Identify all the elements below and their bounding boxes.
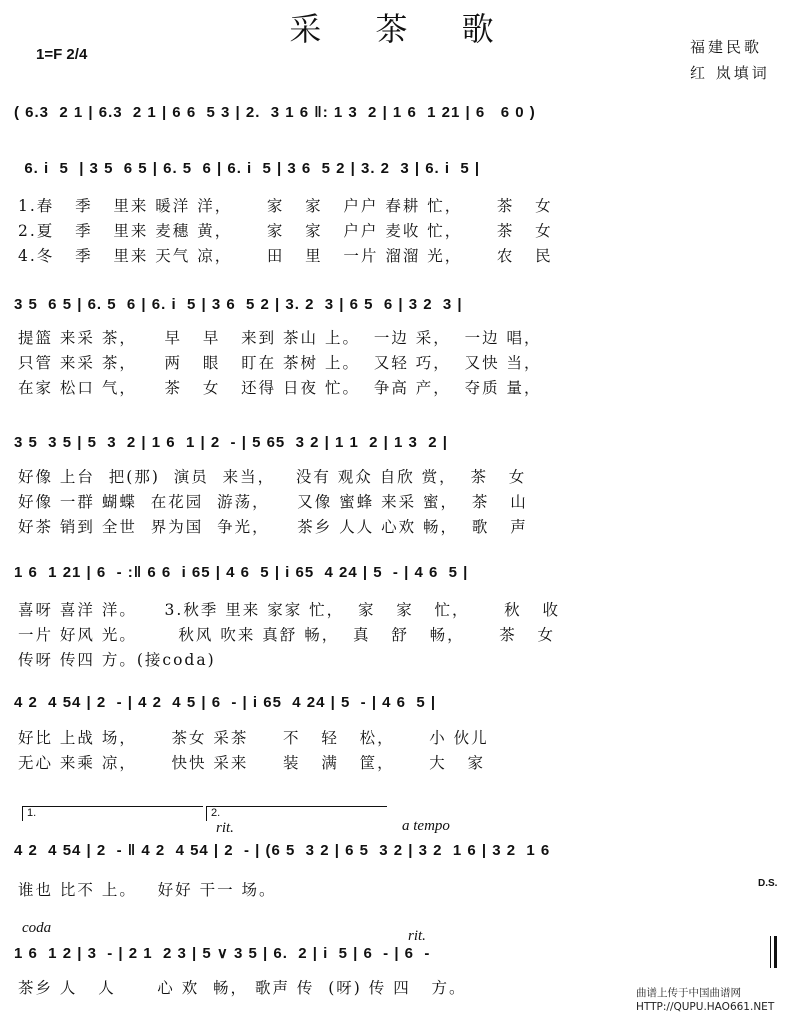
- notes-system-6: 4 2 4 54 | 2 - | 4 2 4 5 | 6 - | i 65 4 24 | 5 - | 4 6 5 |: [14, 694, 437, 711]
- song-title: 采 茶 歌: [289, 10, 516, 48]
- notes-system-5: 1 6 1 21 | 6 - :‖ 6 6 i 65 | 4 6 5 | i 65 4 24 | 5 - | 4 6 5 |: [14, 564, 469, 581]
- ritardando-mark: rit.: [408, 928, 426, 944]
- lyrics-verse-line: 好茶 销到 全世 界为国 争光， 茶乡 人人 心欢 畅， 歌 声: [18, 518, 528, 536]
- notes-system-8: 1 6 1 2 | 3 - | 2 1 2 3 | 5 ∨ 3 5 | 6. 2 | i 5 | 6 - | 6 -: [14, 945, 431, 962]
- first-ending-label: 1.: [27, 807, 37, 819]
- watermark-url: HTTP://QUPU.HAO661.NET: [636, 1001, 775, 1013]
- lyrics-verse-line: 一片 好风 光。 秋风 吹来 真舒 畅， 真 舒 畅， 茶 女: [18, 626, 556, 644]
- key-signature: 1=F 2/4: [36, 46, 88, 63]
- lyrics-verse-line: 谁也 比不 上。 好好 干一 场。: [18, 881, 277, 899]
- watermark-line: 曲谱上传于中国曲谱网: [636, 987, 741, 999]
- notes-system-2: 6. i 5 | 3 5 6 5 | 6. 5 6 | 6. i 5 | 3 6 5 2 | 3. 2 3 | 6. i 5 |: [14, 160, 481, 177]
- lyrics-verse-line: 提篮 来采 茶， 早 早 来到 茶山 上。 一边 采， 一边 唱，: [18, 329, 542, 347]
- lyrics-verse-line: 在家 松口 气， 茶 女 还得 日夜 忙。 争高 产， 夺质 量，: [18, 379, 542, 397]
- notes-system-1: ( 6.3 2 1 | 6.3 2 1 | 6 6 5 3 | 2. 3 1 6 ‖: 1 3 2 | 1 6 1 21 | 6 6 0 ): [14, 104, 536, 121]
- lyrics-verse-line: 无心 来乘 凉， 快快 采来 装 满 筐， 大 家: [18, 754, 486, 772]
- lyrics-verse-line: 4.冬 季 里来 天气 凉， 田 里 一片 溜溜 光， 农 民: [18, 247, 553, 265]
- second-ending-label: 2.: [211, 807, 221, 819]
- dal-segno-mark: D.S.: [758, 878, 778, 889]
- second-ending-bracket: [206, 806, 387, 821]
- notes-system-7: 4 2 4 54 | 2 - ‖ 4 2 4 54 | 2 - | (6 5 3 2 | 6 5 3 2 | 3 2 1 6 | 3 2 1 6: [14, 842, 551, 859]
- lyrics-verse-line: 传呀 传四 方。(接coda): [18, 651, 216, 669]
- lyrics-verse-line: 喜呀 喜洋 洋。 3.秋季 里来 家家 忙， 家 家 忙， 秋 收: [18, 601, 560, 619]
- coda-label: coda: [22, 920, 52, 936]
- watermark: [636, 986, 774, 1014]
- lyrics-verse-line: 好像 一群 蝴蝶 在花园 游荡， 又像 蜜蜂 来采 蜜， 茶 山: [18, 493, 528, 511]
- notes-system-3: 3 5 6 5 | 6. 5 6 | 6. i 5 | 3 6 5 2 | 3. 2 3 | 6 5 6 | 3 2 3 |: [14, 296, 463, 313]
- lyrics-verse-line: 2.夏 季 里来 麦穗 黄， 家 家 户户 麦收 忙， 茶 女: [18, 222, 553, 240]
- lyrics-verse-line: 好像 上台 把(那) 演员 来当， 没有 观众 自欣 赏， 茶 女: [18, 468, 527, 486]
- lyricist: 红 岚填词: [690, 64, 770, 82]
- song-origin: 福建民歌: [690, 38, 763, 56]
- final-barline: [770, 936, 777, 968]
- lyrics-verse-line: 好比 上战 场， 茶女 采茶 不 轻 松， 小 伙儿: [18, 729, 489, 747]
- first-ending-bracket: [22, 806, 203, 821]
- a-tempo-mark: a tempo: [402, 818, 450, 834]
- lyrics-verse-line: 只管 来采 茶， 两 眼 盯在 茶树 上。 又轻 巧， 又快 当，: [18, 354, 542, 372]
- lyrics-verse-line: 1.春 季 里来 暖洋 洋， 家 家 户户 春耕 忙， 茶 女: [18, 197, 553, 215]
- ritardando-mark: rit.: [216, 820, 234, 836]
- lyrics-verse-line: 茶乡 人 人 心 欢 畅， 歌声 传 (呀) 传 四 方。: [18, 979, 467, 997]
- notes-system-4: 3 5 3 5 | 5 3 2 | 1 6 1 | 2 - | 5 65 3 2 | 1 1 2 | 1 3 2 |: [14, 434, 448, 451]
